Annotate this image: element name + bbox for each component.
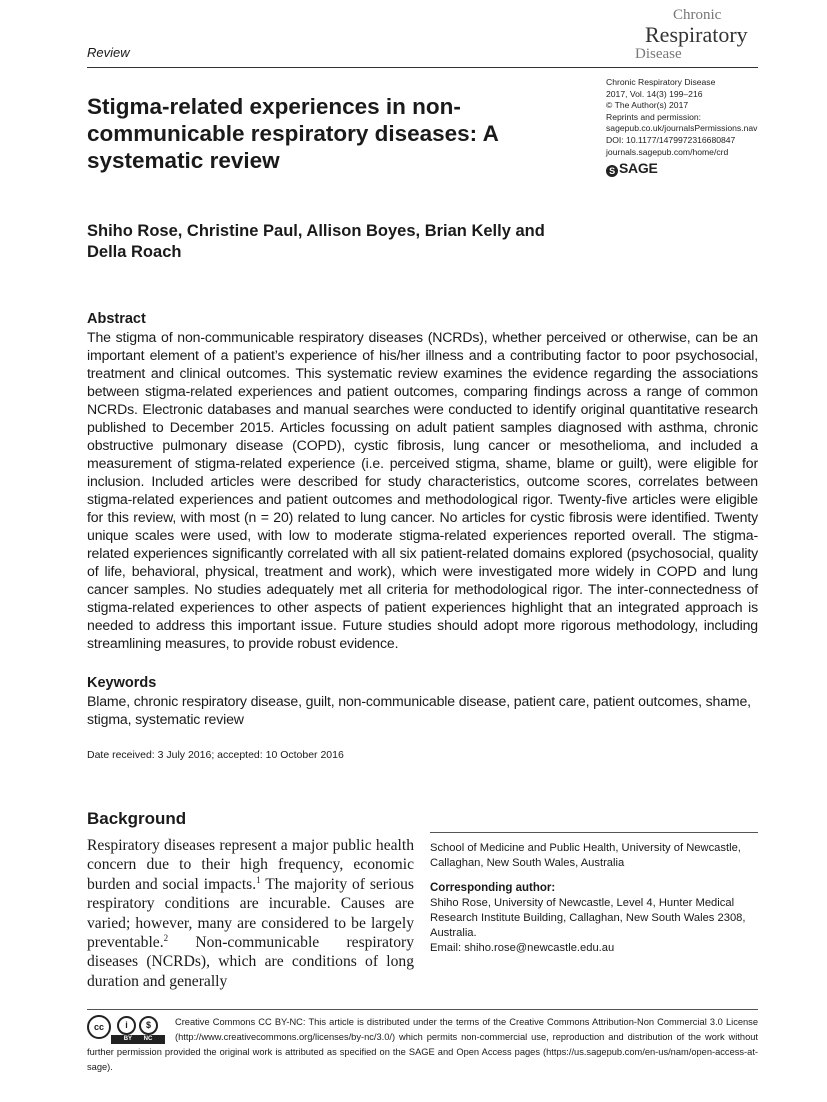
authors: Shiho Rose, Christine Paul, Allison Boyes, Brian Kelly and Della Roach [87, 222, 545, 261]
footnote-ref[interactable]: 1 [256, 874, 261, 885]
nc-label: NC [143, 1036, 153, 1043]
header-rule [87, 67, 758, 68]
meta-copyright: © The Author(s) 2017 [606, 100, 689, 111]
meta-volume: 2017, Vol. 14(3) 199–216 [606, 88, 703, 99]
section-label: Review [87, 45, 130, 60]
publication-metadata [606, 77, 766, 177]
meta-journal: Chronic Respiratory Disease [606, 77, 716, 87]
journal-logo-line: Disease [635, 46, 682, 62]
dates: Date received: 3 July 2016; accepted: 10 October 2016 [87, 749, 344, 761]
footnote-ref[interactable]: 2 [163, 932, 169, 943]
meta-doi[interactable]: DOI: 10.1177/1479972316680847 [606, 134, 736, 145]
sage-logo [606, 160, 766, 177]
background-heading: Background [87, 809, 187, 828]
meta-reprints: Reprints and permission: [606, 111, 702, 122]
sage-wordmark: SAGE [619, 160, 658, 177]
background-text-part: Respiratory diseases represent a major public health concern due to their high frequency, economic burden and social impacts. [87, 837, 414, 893]
main-content [87, 310, 758, 1075]
attribution-icon: i [117, 1016, 136, 1035]
badge-labels [111, 1035, 165, 1044]
cc-by-nc-badge-icon [87, 1015, 167, 1045]
noncommercial-icon: $ [139, 1016, 158, 1035]
keywords-heading: Keywords [87, 675, 157, 691]
affiliation-box [430, 832, 758, 956]
article-title: Stigma-related experiences in non-communicable respiratory diseases: A systematic review [87, 94, 498, 173]
abstract-section [87, 310, 758, 652]
cc-icon: cc [87, 1015, 111, 1039]
abstract-heading: Abstract [87, 311, 146, 327]
by-label: BY [123, 1036, 132, 1043]
meta-journal-link[interactable]: journals.sagepub.com/home/crd [606, 146, 729, 157]
background-text [87, 836, 414, 991]
sage-s-icon: S [606, 165, 618, 177]
journal-logo [625, 8, 765, 64]
keywords-text: Blame, chronic respiratory disease, guilt, non-communicable disease, patient care, patient outcomes, shame, stigma, systematic review [87, 693, 751, 727]
background-text-part: Non-communicable respiratory diseases (NCRDs), which are conditions of long duration and generally [87, 934, 414, 990]
corresponding-heading: Corresponding author: [430, 882, 556, 894]
license-notice [87, 1009, 758, 1075]
journal-logo-line: Respiratory [645, 22, 748, 47]
abstract-text: The stigma of non-communicable respiratory diseases (NCRDs), whether perceived or otherwise, can be an important element of a patient’s experience of his/her illness and a contributing factor to poor psychosocial, treatment and clinical outcomes. This systematic review examines the evidence regarding the associations between stigma-related experiences and patient outcomes, comparing findings across a range of common NCRDs. Electronic databases and manual searches were conducted to identify original quantitative research published to December 2015. Articles focussing on adult patient samples diagnosed with asthma, chronic obstructive pulmonary disease (COPD), cystic fibrosis, lung cancer or mesothelioma, and included a measurement of stigma-related experience (i.e. perceived stigma, shame, blame or guilt), were eligible for inclusion. Included articles were described for study characteristics, outcome scores, correlates between stigma-related experiences and patient outcomes and methodological rigor. Twenty-five articles were eligible for this review, with most (n = 20) related to lung cancer. No articles for cystic fibrosis were identified. Twenty unique scales were used, with low to moderate stigma-related experiences reported overall. The stigma-related experiences significantly correlated with all six patient-related domains explored (psychosocial, quality of life, behavioral, physical, treatment and work), which were investigated more widely in COPD and lung cancer samples. No studies adequately met all criteria for methodological rigor. The inter-connectedness of stigma-related experiences to other aspects of patient experiences highlight that an integrated approach is needed to address this important issue. Future studies should adopt more rigorous methodology, including streamlining measures, to provide robust evidence. [87, 329, 758, 651]
journal-logo-line: Chronic [673, 7, 722, 23]
background-text-part: The majority of serious respiratory conditions are incurable. Causes are varied; however, many are considered to be largely preventable. [87, 875, 414, 952]
institution: School of Medicine and Public Health, University of Newcastle, Callaghan, New South Wales, Australia [430, 842, 741, 869]
email[interactable]: Email: shiho.rose@newcastle.edu.au [430, 942, 615, 954]
corresponding-author: Shiho Rose, University of Newcastle, Level 4, Hunter Medical Research Institute Building, Callaghan, New South Wales 2308, Australia. [430, 897, 746, 939]
meta-permissions-link[interactable]: sagepub.co.uk/journalsPermissions.nav [606, 123, 758, 134]
background-section [87, 808, 414, 991]
two-column-section [87, 808, 758, 991]
license-text: Creative Commons CC BY-NC: This article is distributed under the terms of the Creative Commons Attribution-Non Commercial 3.0 License (http://www.creativecommons.org/licenses/by-nc/3.0/) which permits non-commercial use, reproduction and distribution of the work without further permission provided the original work is attributed as specified on the SAGE and Open Access pages (https://us.sagepub.com/en-us/nam/open-access-at-sage). [87, 1017, 758, 1073]
keywords-section [87, 674, 758, 728]
